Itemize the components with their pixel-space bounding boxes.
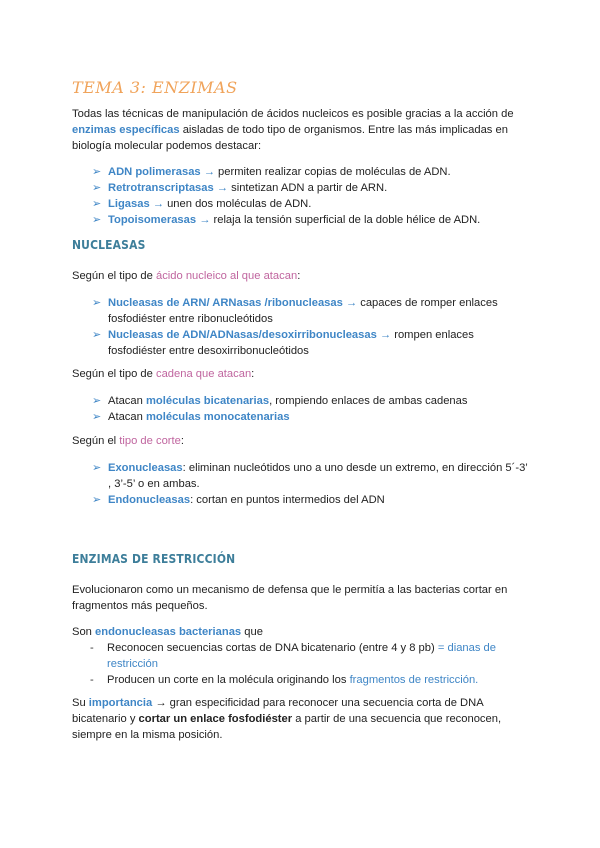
enzyme-desc: unen dos moléculas de ADN. bbox=[163, 198, 312, 210]
enzyme-desc: relaja la tensión superficial de la doble hélice de ADN. bbox=[210, 214, 481, 226]
restriccion-paragraph-2 bbox=[72, 624, 532, 640]
page-title: TEMA 3: ENZIMAS bbox=[72, 78, 238, 97]
nucleasas-intro-2 bbox=[72, 366, 532, 382]
enzyme-name: Retrotranscriptasas bbox=[108, 182, 214, 194]
list-item bbox=[72, 164, 532, 180]
restriccion-dash-list bbox=[72, 640, 532, 688]
highlight: cadena que atacan bbox=[155, 368, 252, 380]
text: Atacan bbox=[108, 395, 146, 407]
highlight: moléculas bicatenarias bbox=[145, 395, 270, 407]
text: Su bbox=[72, 697, 89, 709]
arrow-bullet-icon: ➢ bbox=[92, 395, 102, 407]
text: : bbox=[180, 435, 184, 447]
intro-paragraph bbox=[72, 106, 532, 154]
bold-text: cortar un enlace fosfodiéster bbox=[138, 713, 293, 725]
text: Según el tipo de bbox=[72, 368, 156, 380]
highlight: Endonucleasas bbox=[108, 494, 191, 506]
text: que bbox=[241, 626, 263, 638]
arrow-bullet-icon: ➢ bbox=[92, 494, 102, 506]
text: : bbox=[297, 270, 301, 282]
list-item bbox=[72, 180, 532, 196]
intro-text-1: Todas las técnicas de manipulación de ácidos nucleicos es posible gracias a la acción de bbox=[72, 108, 514, 120]
nucleasas-list-2 bbox=[72, 393, 532, 425]
arrow-bullet-icon: ➢ bbox=[92, 297, 102, 309]
text: : eliminan nucleótidos uno a uno desde un extremo, en dirección 5´-3’ , 3’-5’ o en ambas. bbox=[108, 462, 528, 490]
item-name: Nucleasas de ARN/ ARNasas /ribonucleasas bbox=[108, 297, 343, 309]
right-arrow-icon: → bbox=[196, 214, 211, 226]
text: : bbox=[251, 368, 255, 380]
arrow-bullet-icon: ➢ bbox=[92, 411, 102, 423]
section-heading-restriccion: ENZIMAS DE RESTRICCIÓN bbox=[72, 551, 236, 566]
item-desc: rompen enlaces fosfodiéster entre desoxirribonucleótidos bbox=[108, 329, 474, 357]
right-arrow-icon: → bbox=[213, 182, 228, 194]
nucleasas-list-1 bbox=[72, 295, 532, 359]
enzyme-name: ADN polimerasas bbox=[108, 166, 201, 178]
list-item bbox=[72, 295, 532, 327]
intro-text-2: aisladas de todo tipo de organismos. Entre las más implicadas en biología molecular podemos destacar: bbox=[72, 124, 508, 152]
right-arrow-icon: → bbox=[342, 297, 358, 309]
arrow-bullet-icon: ➢ bbox=[92, 214, 102, 226]
right-arrow-icon: → bbox=[149, 198, 164, 210]
text: Según el tipo de bbox=[72, 270, 156, 282]
highlight: endonucleasas bacterianas bbox=[95, 626, 242, 638]
text: gran especificidad para reconocer una secuencia corta de DNA bicatenario y bbox=[72, 697, 484, 725]
arrow-bullet-icon: ➢ bbox=[92, 166, 102, 178]
list-item bbox=[72, 409, 532, 425]
enzymes-list bbox=[72, 164, 532, 228]
item-name: Nucleasas de ADN/ADNasas/desoxirribonucleasas bbox=[108, 329, 377, 341]
right-arrow-icon: → bbox=[152, 697, 167, 709]
list-item bbox=[72, 196, 532, 212]
restriccion-paragraph-3 bbox=[72, 695, 532, 743]
enzyme-name: Ligasas bbox=[108, 198, 150, 210]
arrow-bullet-icon: ➢ bbox=[92, 198, 102, 210]
arrow-bullet-icon: ➢ bbox=[92, 462, 102, 474]
text: Atacan bbox=[108, 411, 146, 423]
list-item bbox=[72, 672, 532, 688]
text: Según el bbox=[72, 435, 120, 447]
intro-highlight: enzimas específicas bbox=[72, 124, 180, 136]
list-item bbox=[72, 327, 532, 359]
highlight: importancia bbox=[88, 697, 153, 709]
text: , rompiendo enlaces de ambas cadenas bbox=[269, 395, 468, 407]
highlight: fragmentos de restricción. bbox=[349, 674, 479, 686]
dash-bullet: - bbox=[90, 674, 94, 686]
list-item bbox=[72, 212, 532, 228]
nucleasas-list-3 bbox=[72, 460, 532, 508]
arrow-bullet-icon: ➢ bbox=[92, 329, 102, 341]
text: : cortan en puntos intermedios del ADN bbox=[190, 494, 385, 506]
list-item bbox=[72, 393, 532, 409]
highlight: tipo de corte bbox=[119, 435, 181, 447]
list-item bbox=[72, 492, 532, 508]
nucleasas-intro-3 bbox=[72, 433, 532, 449]
text: Reconocen secuencias cortas de DNA bicatenario (entre 4 y 8 pb) bbox=[107, 642, 438, 654]
right-arrow-icon: → bbox=[200, 166, 215, 178]
right-arrow-icon: → bbox=[376, 329, 392, 341]
highlight: Exonucleasas bbox=[108, 462, 183, 474]
list-item bbox=[72, 640, 532, 672]
enzyme-name: Topoisomerasas bbox=[108, 214, 197, 226]
highlight: moléculas monocatenarias bbox=[145, 411, 290, 423]
text: Producen un corte en la molécula originando los bbox=[107, 674, 350, 686]
text: Son bbox=[72, 626, 96, 638]
item-desc: capaces de romper enlaces fosfodiéster entre ribonucleótidos bbox=[108, 297, 498, 325]
restriccion-paragraph-1: Evolucionaron como un mecanismo de defensa que le permitía a las bacterias cortar en fragmentos más pequeños. bbox=[72, 584, 508, 612]
nucleasas-intro-1 bbox=[72, 268, 532, 284]
arrow-bullet-icon: ➢ bbox=[92, 182, 102, 194]
list-item bbox=[72, 460, 532, 492]
dash-bullet: - bbox=[90, 642, 94, 654]
highlight: = dianas de restricción bbox=[107, 642, 497, 670]
text: a partir de una secuencia que reconocen, siempre en la misma posición. bbox=[72, 713, 502, 741]
enzyme-desc: sintetizan ADN a partir de ARN. bbox=[228, 182, 388, 194]
section-heading-nucleasas: NUCLEASAS bbox=[72, 237, 146, 252]
highlight: ácido nucleico al que atacan bbox=[155, 270, 298, 282]
enzyme-desc: permiten realizar copias de moléculas de ADN. bbox=[214, 166, 451, 178]
